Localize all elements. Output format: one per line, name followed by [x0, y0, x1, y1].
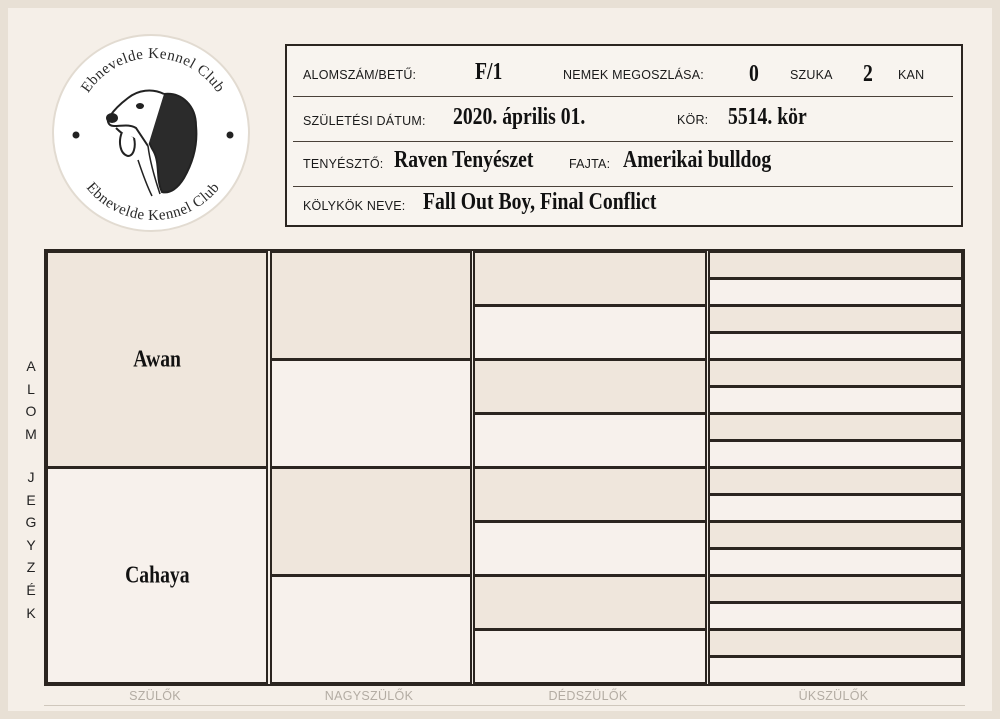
side-letter: K [26, 604, 36, 621]
column-label-great-grandparents: DÉDSZÜLŐK [548, 689, 628, 703]
side-letter: M [25, 425, 37, 442]
great-great-grandparent-cell [708, 575, 963, 603]
grandparent-cell [270, 575, 472, 684]
side-title-jegyzek [20, 466, 42, 624]
litter-label: ALOMSZÁM/BETŰ: [303, 68, 417, 82]
great-grandparent-cell [473, 629, 707, 684]
female-count: 0 [749, 61, 759, 87]
dog-head-icon [107, 91, 196, 196]
round-value: 5514. kör [728, 104, 807, 130]
grandparent-cell [270, 467, 472, 576]
pedigree-grid [44, 249, 965, 686]
dam-cell [46, 467, 268, 684]
great-grandparent-cell [473, 413, 707, 468]
breeder-value: Raven Tenyészet [394, 147, 534, 173]
great-great-grandparent-cell [708, 413, 963, 441]
gender-label: NEMEK MEGOSZLÁSA: [563, 68, 704, 82]
column-label-great-great-grandparents: ÜKSZÜLŐK [798, 689, 869, 703]
sire-cell [46, 251, 268, 468]
great-grandparent-cell [473, 467, 707, 522]
great-great-grandparent-cell [708, 548, 963, 576]
great-grandparent-cell [473, 359, 707, 414]
birth-value: 2020. április 01. [453, 104, 586, 130]
breed-value: Amerikai bulldog [623, 147, 772, 173]
side-letter: Y [26, 536, 36, 553]
info-row-birth [293, 97, 953, 142]
puppies-label: KÖLYKÖK NEVE: [303, 199, 406, 213]
side-letter: O [25, 403, 37, 420]
male-label: KAN [898, 68, 925, 82]
side-letter: Z [26, 559, 36, 576]
great-great-grandparent-cell [708, 440, 963, 468]
sire-name: Awan [133, 346, 181, 372]
club-name-bottom: Ebnevelde Kennel Club [82, 179, 224, 225]
great-great-grandparent-cell [708, 386, 963, 414]
great-great-grandparent-cell [708, 278, 963, 306]
great-grandparent-cell [473, 305, 707, 360]
puppies-value: Fall Out Boy, Final Conflict [423, 189, 657, 215]
great-great-grandparent-cell [708, 305, 963, 333]
great-grandparent-cell [473, 575, 707, 630]
column-label-parents: SZÜLŐK [129, 689, 181, 703]
female-label: SZUKA [790, 68, 833, 82]
side-letter: É [26, 581, 36, 598]
great-grandparent-cell [473, 521, 707, 576]
great-great-grandparent-cell [708, 656, 963, 684]
generation-labels [44, 688, 965, 706]
great-great-grandparent-cell [708, 629, 963, 657]
club-logo [52, 34, 250, 232]
info-row-breeder [293, 142, 953, 187]
great-great-grandparent-cell [708, 602, 963, 630]
info-row-puppies [293, 187, 953, 232]
dam-name: Cahaya [124, 562, 190, 588]
great-great-grandparent-cell [708, 359, 963, 387]
litter-value: F/1 [475, 59, 503, 85]
great-great-grandparent-cell [708, 521, 963, 549]
litter-info-box [285, 44, 963, 227]
side-letter: E [26, 491, 36, 508]
side-letter: A [26, 358, 36, 374]
side-letter: L [27, 380, 35, 397]
grandparent-cell [270, 251, 472, 360]
info-row-litter [293, 52, 953, 97]
side-letter: J [27, 469, 35, 485]
side-title-alom [20, 355, 42, 445]
great-great-grandparent-cell [708, 251, 963, 279]
birth-label: SZÜLETÉSI DÁTUM: [303, 114, 426, 128]
round-label: KÖR: [677, 113, 709, 127]
great-great-grandparent-cell [708, 494, 963, 522]
breeder-label: TENYÉSZTŐ: [303, 157, 384, 171]
grandparent-cell [270, 359, 472, 468]
side-letter: G [25, 514, 37, 531]
male-count: 2 [863, 61, 873, 87]
club-name-top: Ebnevelde Kennel Club [78, 45, 228, 96]
great-great-grandparent-cell [708, 332, 963, 360]
great-great-grandparent-cell [708, 467, 963, 495]
column-label-grandparents: NAGYSZÜLŐK [324, 689, 414, 703]
great-grandparent-cell [473, 251, 707, 306]
breed-label: FAJTA: [569, 157, 611, 171]
